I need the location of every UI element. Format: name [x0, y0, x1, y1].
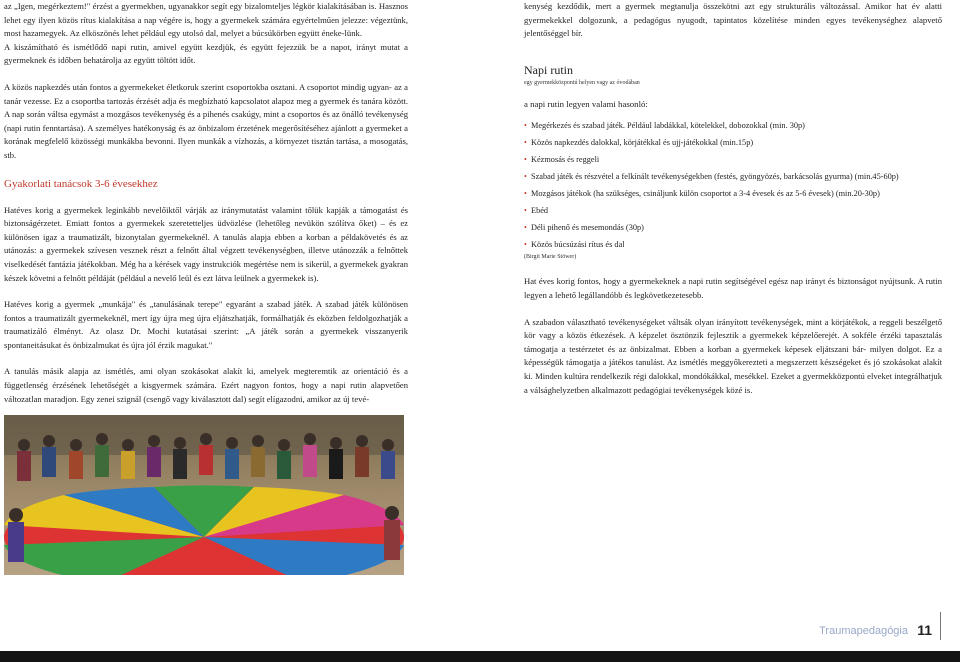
paragraph-consistency: Hat éves korig fontos, hogy a gyermekeknek a napi rutin segítségével egész nap irányt és biztonságot nyújtsunk. A rutin legyen a lehető legállandóbb és legkövetkezetesebb. [524, 276, 942, 300]
page-number: 11 [917, 622, 932, 638]
routine-item: • Kézmosás és reggeli [524, 154, 942, 166]
section-heading-daily-routine: Napi rutin [524, 62, 573, 77]
routine-item: • Megérkezés és szabad játék. Például labdákkal, kötelekkel, dobozokkal (min. 30p) [524, 120, 942, 132]
routine-intro: a napi rutin legyen valami hasonló: [524, 98, 648, 109]
section-heading-3-6: Gyakorlati tanácsok 3-6 évesekhez [4, 177, 158, 190]
paragraph-daily-routine: A kiszámítható és ismétlődő napi rutin, amivel együtt kezdjük, és együtt fejezzük be a napot, irányt mutat a gyermeknek és időben behatárolja az együtt töltött időt. [4, 41, 408, 66]
routine-item: • Déli pihenő és mesemondás (30p) [524, 222, 942, 234]
paragraph-greeting-ritual: az „Igen, megérkeztem!" érzést a gyermekben, ugyanakkor segít egy bizalomteljes légkör kialakításában is. Hasznos lehet egy ilyen közös rítus kialakítása a nap végére is, hogy a gyermekek számára egyértelműen jelezze: végeztünk, most hazamegyek. Az elköszönés lehet például egy utolsó dal, melyet a búcsúkörben együtt éneke-lünk. [4, 1, 408, 39]
footer-bar [0, 651, 960, 662]
paragraph-guided-activities: A szabadon választható tevékenységeket váltsák olyan irányított tevékenységek, mint a körjátékok, a reggeli beszélgető kör vagy a közös étkezések. A képzelet ösztönzik fejlesztik a gyermekek képzelőerejét. A sokféle érzéki tapasztalás támogatja a testérzetet és az önbizalmat. Ebben a korban a gyermekek képesek eljátszani bár- milyen dolgot. Ez a képességük támogatja a játékos tanulást. Az ismétlés meggyőkerezteti a megszerzett készségeket és jó szokásokat alakít ki. Minden kultúra rendelkezik régi dalokkal, mondókákkal, mesékkel. Ezeket a gyermekközpontú elveket integrálhatjuk a válsághelyzetben alkalmazott pedagógiai tevékenységek közé is. [524, 316, 942, 395]
routine-item: • Közös búcsúzási rítus és dal [524, 239, 942, 251]
paragraph-age-groups: A közös napkezdés után fontos a gyermekeket életkoruk szerint csoportokba osztani. A csoportot mindig ugyan- az a tanár vezesse. Ez a csoportba tartozás érzését adja és megbízható kapcsolatot alapoz meg a gyermek és tanára között. A nap során váltsa egymást a mozgásos tevékenység és a pihenés csakúgy, mint a csoportos és az önálló tevékenység (napi rutin fenntartása). A személyes hatékonyság és az önbizalom érzetének megerősítéséhez ajánlott a gyermeket a korának megfelelő közösségi munkákba bevonni. Ilyen munkák a vízhozás, a környezet tisztán tartása, a mosogatás, stb. [4, 81, 408, 160]
footer-label: Traumapedagógia [819, 625, 908, 637]
paragraph-free-play: Hatéves korig a gyermek „munkája" és „tanulásának terepe" egyaránt a szabad játék. A szabad játék különösen fontos a traumatizált gyermekeknél, mert így újra meg újra eljátszhatják, formálhatják és eközben feldolgozhatják a traumatizáló élményt. Az olasz Dr. Mochi kutatásai szerint: „A játék során a gyermekek visszanyerik spontaneitásukat és önbizalmukat és újra jól érzik magukat." [4, 299, 408, 350]
left-column [4, 0, 408, 406]
routine-list [524, 120, 942, 251]
author-caption: (Birgit Marie Stöwer) [524, 254, 577, 261]
routine-item: • Közös napkezdés dalokkal, körjátékkal és ujj-játékokkal (min.15p) [524, 137, 942, 149]
paragraph-under-six: Hatéves korig a gyermekek leginkább nevelőiktől várják az iránymutatást valamint tőlük kapják a támogatást és biztonságérzetet. Emiatt fontos a gyermekek szeretetteljes üdvözlése (lehetőleg nevükön szólítva őket) – és ez különösen igaz a traumatizált, bizonytalan gyermekeknél. A tanulás alapja ebben a korban a példakövetés és az utánozás: a gyermekek szívesen vesznek részt a felnőtt által végzett tevékenységben, illetve utánozzák a felnőttek viselkedését fantázia játékokban. Még ha a kérések vagy instrukciók megértése nem is sikerül, a gyermekek gyakran készek követni a felnőtt példáját (például a nevelő leül és ezt látva leülnek a gyermekek is). [4, 204, 408, 283]
daily-routine-subheading: egy gyermekközpontú helyen vagy az óvodában [524, 79, 640, 86]
routine-item: • Szabad játék és részvétel a felkínált tevékenységekben (festés, gyöngyözés, barkácsolás gyurma) (min.45-60p) [524, 171, 942, 183]
routine-item: • Mozgásos játékok (ha szükséges, csináljunk külön csoportot a 3-4 évesek és az 5-6 évesek) (min.20-30p) [524, 188, 942, 200]
paragraph-structural-change: kenység kezdődik, mert a gyermek megtanulja összekötni azt egy strukturális változással. Amikor hat év alatti gyermekekkel dolgozunk, a pedagógus nyugodt, tapintatos közelítése minden egyes tevékenységhez alapvető jelentőséggel bír. [524, 1, 942, 39]
right-column [524, 0, 942, 397]
children-parachute-photo [4, 415, 404, 575]
routine-item: • Ebéd [524, 205, 942, 217]
footer-divider [940, 612, 941, 640]
paragraph-repetition: A tanulás másik alapja az ismétlés, ami olyan szokásokat alakít ki, amelyek megteremtik az orientáció és a függetlenség érzésének lehetőségét a kisgyermek számára. Ezért nagyon fontos, hogy a napi rutin alapvetően változatlan maradjon. Egy zenei szignál (csengő vagy kiválasztott dal) segít elígazodni, amikor az új tevé- [4, 366, 408, 404]
photo-illustration [4, 415, 404, 575]
